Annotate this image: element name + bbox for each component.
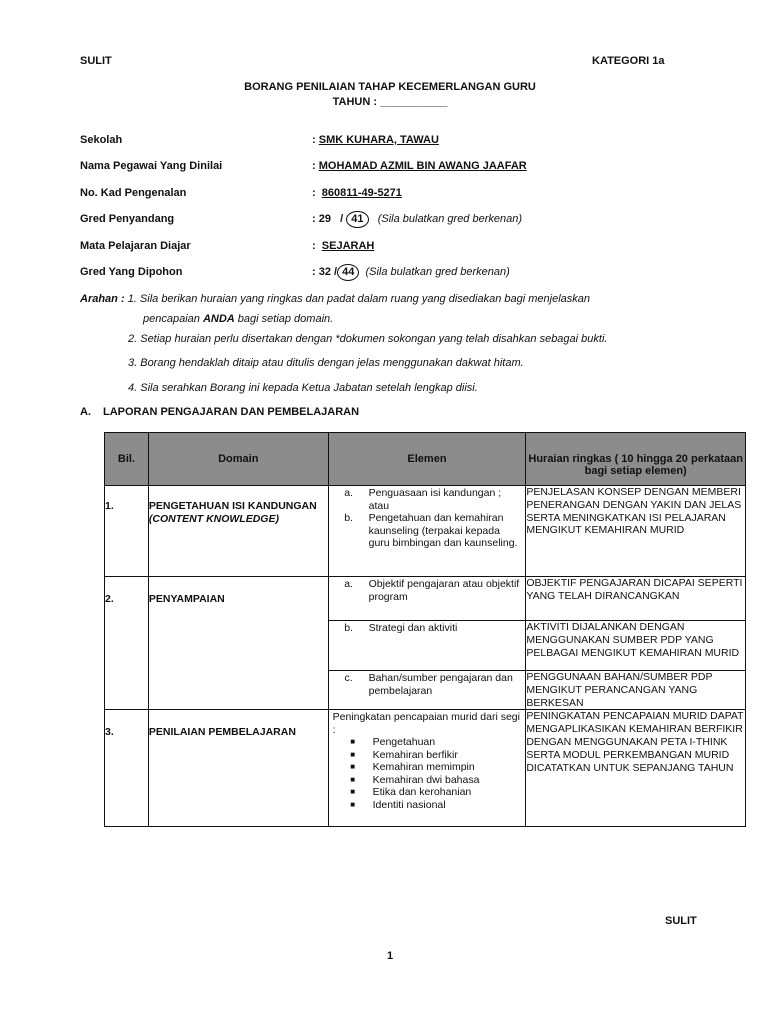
field-value-sekolah: : SMK KUHARA, TAWAU bbox=[312, 134, 439, 146]
table-header-row bbox=[105, 433, 746, 486]
form-title: BORANG PENILAIAN TAHAP KECEMERLANGAN GURU bbox=[244, 81, 536, 93]
row3-domain: PENILAIAN PEMBELAJARAN bbox=[148, 710, 328, 827]
header-huraian: Huraian ringkas ( 10 hingga 20 perkataan bagi setiap elemen) bbox=[526, 433, 746, 486]
arahan-item1a: 1. Sila berikan huraian yang ringkas dan padat dalam ruang yang disediakan bagi menjelaskan bbox=[127, 293, 590, 305]
page-number: 1 bbox=[387, 950, 394, 962]
row2-huraian-a: OBJEKTIF PENGAJARAN DICAPAI SEPERTI YANG TELAH DIRANCANGKAN bbox=[526, 577, 746, 621]
form-year: TAHUN : ___________ bbox=[332, 96, 448, 108]
row1-domain-italic: (CONTENT KNOWLEDGE) bbox=[148, 512, 279, 525]
field-label-sekolah: Sekolah bbox=[80, 134, 123, 146]
row2-domain: PENYAMPAIAN bbox=[148, 577, 328, 710]
field-value-mata-pelajaran: : SEJARAH bbox=[312, 240, 375, 252]
row2-huraian-c: PENGGUNAAN BAHAN/SUMBER PDP MENGIKUT PERANCANGAN YANG BERKESAN bbox=[526, 671, 746, 710]
header-sulit: SULIT bbox=[80, 55, 112, 67]
row2-elemen-c: c. Bahan/sumber pengajaran dan pembelajaran bbox=[328, 671, 526, 710]
field-value-ic: : 860811-49-5271 bbox=[312, 187, 402, 199]
nama-value: MOHAMAD AZMIL BIN AWANG JAAFAR bbox=[318, 160, 527, 172]
arahan-item1-line1 bbox=[80, 293, 590, 305]
header-elemen: Elemen bbox=[328, 433, 526, 486]
row1-huraian: PENJELASAN KONSEP DENGAN MEMBERI PENERANGAN DENGAN YAKIN DAN JELAS SERTA MENINGKATKAN ISI PELAJARAN MENGIKUT KEMAHIRAN MURID bbox=[526, 486, 746, 577]
gred-penyandang-opt2-circled: 41 bbox=[346, 211, 368, 228]
evaluation-table bbox=[104, 432, 746, 827]
field-label-mata-pelajaran: Mata Pelajaran Diajar bbox=[80, 240, 191, 252]
row2-elemen-b: b. Strategi dan aktiviti bbox=[328, 621, 526, 671]
ic-value: 860811-49-5271 bbox=[321, 187, 402, 199]
row2-elemen-a: a. Objektif pengajaran atau objektif program bbox=[328, 577, 526, 621]
field-value-gred-dipohon: : 32 / 44 (Sila bulatkan gred berkenan) bbox=[312, 264, 510, 281]
table-row bbox=[105, 710, 746, 827]
table-row bbox=[105, 486, 746, 577]
row1-elemen-a: Penguasaan isi kandungan ; atau bbox=[368, 487, 502, 512]
row3-elemen: Peningkatan pencapaian murid dari segi : ■ Pengetahuan ■ Kemahiran berfikir ■ Kemahiran memimpin ■ Kemahiran dwi bahasa ■ Etika dan kerohanian ■ Identiti nasional bbox=[328, 710, 526, 827]
row2-huraian-b: AKTIVITI DIJALANKAN DENGAN MENGGUNAKAN SUMBER PDP YANG PELBAGAI MENGIKUT KEMAHIRAN MURID bbox=[526, 621, 746, 671]
arahan-item1-line2: pencapaian ANDA bagi setiap domain. bbox=[143, 313, 334, 325]
row3-bil: 3. bbox=[105, 710, 149, 827]
field-label-ic: No. Kad Pengenalan bbox=[80, 187, 187, 199]
gred-penyandang-opt1: 29 bbox=[318, 213, 331, 225]
field-value-nama: : MOHAMAD AZMIL BIN AWANG JAAFAR bbox=[312, 160, 527, 172]
row3-bullet: Kemahiran dwi bahasa bbox=[372, 773, 480, 786]
row2-bil: 2. bbox=[105, 577, 149, 710]
section-title: LAPORAN PENGAJARAN DAN PEMBELAJARAN bbox=[103, 406, 360, 418]
row1-bil: 1. bbox=[105, 486, 149, 577]
field-value-gred-penyandang: : 29 / 41 (Sila bulatkan gred berkenan) bbox=[312, 211, 522, 228]
table-row bbox=[105, 577, 746, 621]
row3-bullet: Identiti nasional bbox=[372, 798, 446, 811]
arahan-item4: 4. Sila serahkan Borang ini kepada Ketua Jabatan setelah lengkap diisi. bbox=[128, 382, 478, 394]
gred-dipohon-opt1: 32 bbox=[318, 266, 331, 278]
row3-bullet: Kemahiran memimpin bbox=[372, 761, 475, 774]
field-label-gred-penyandang: Gred Penyandang bbox=[80, 213, 175, 225]
header-bil: Bil. bbox=[105, 433, 149, 486]
field-label-nama: Nama Pegawai Yang Dinilai bbox=[80, 160, 223, 172]
arahan-anda: ANDA bbox=[202, 313, 235, 325]
row3-elemen-intro: Peningkatan pencapaian murid dari segi : bbox=[332, 711, 520, 736]
gred-dipohon-opt2-circled: 44 bbox=[337, 264, 359, 281]
section-letter: A. bbox=[80, 406, 91, 418]
mata-pelajaran-value: SEJARAH bbox=[321, 240, 375, 252]
header-domain: Domain bbox=[148, 433, 328, 486]
field-label-gred-dipohon: Gred Yang Dipohon bbox=[80, 266, 183, 278]
gred-penyandang-note: (Sila bulatkan gred berkenan) bbox=[377, 213, 523, 225]
gred-dipohon-note: (Sila bulatkan gred berkenan) bbox=[365, 266, 510, 278]
arahan-label: Arahan : bbox=[80, 293, 125, 305]
sekolah-value: SMK KUHARA, TAWAU bbox=[318, 134, 439, 146]
row3-bullet: Pengetahuan bbox=[372, 736, 436, 749]
arahan-item3: 3. Borang hendaklah ditaip atau ditulis dengan jelas menggunakan dakwat hitam. bbox=[128, 357, 524, 369]
row1-elemen: a. Penguasaan isi kandungan ; atau b. Pengetahuan dan kemahiran kaunseling (terpakai kepada guru bimbingan dan kaunseling. bbox=[328, 486, 526, 577]
arahan-item2: 2. Setiap huraian perlu disertakan dengan *dokumen sokongan yang telah disahkan sebagai bukti. bbox=[128, 333, 608, 345]
row1-elemen-b: Pengetahuan dan kemahiran kaunseling (terpakai kepada guru bimbingan dan kaunseling. bbox=[368, 512, 518, 549]
row3-bullet: Etika dan kerohanian bbox=[372, 786, 472, 799]
row1-domain: PENGETAHUAN ISI KANDUNGAN (CONTENT KNOWLEDGE) bbox=[148, 486, 328, 577]
row3-huraian: PENINGKATAN PENCAPAIAN MURID DAPAT MENGAPLIKASIKAN KEMAHIRAN BERFIKIR DENGAN MENGGUNAKAN PETA I-THINK SERTA MODUL PERKEMBANGAN MURID DICATATKAN UNTUK SEPANJANG TAHUN bbox=[526, 710, 746, 827]
header-category: KATEGORI 1a bbox=[592, 55, 665, 67]
footer-sulit: SULIT bbox=[665, 915, 697, 927]
row3-bullet: Kemahiran berfikir bbox=[372, 748, 458, 761]
